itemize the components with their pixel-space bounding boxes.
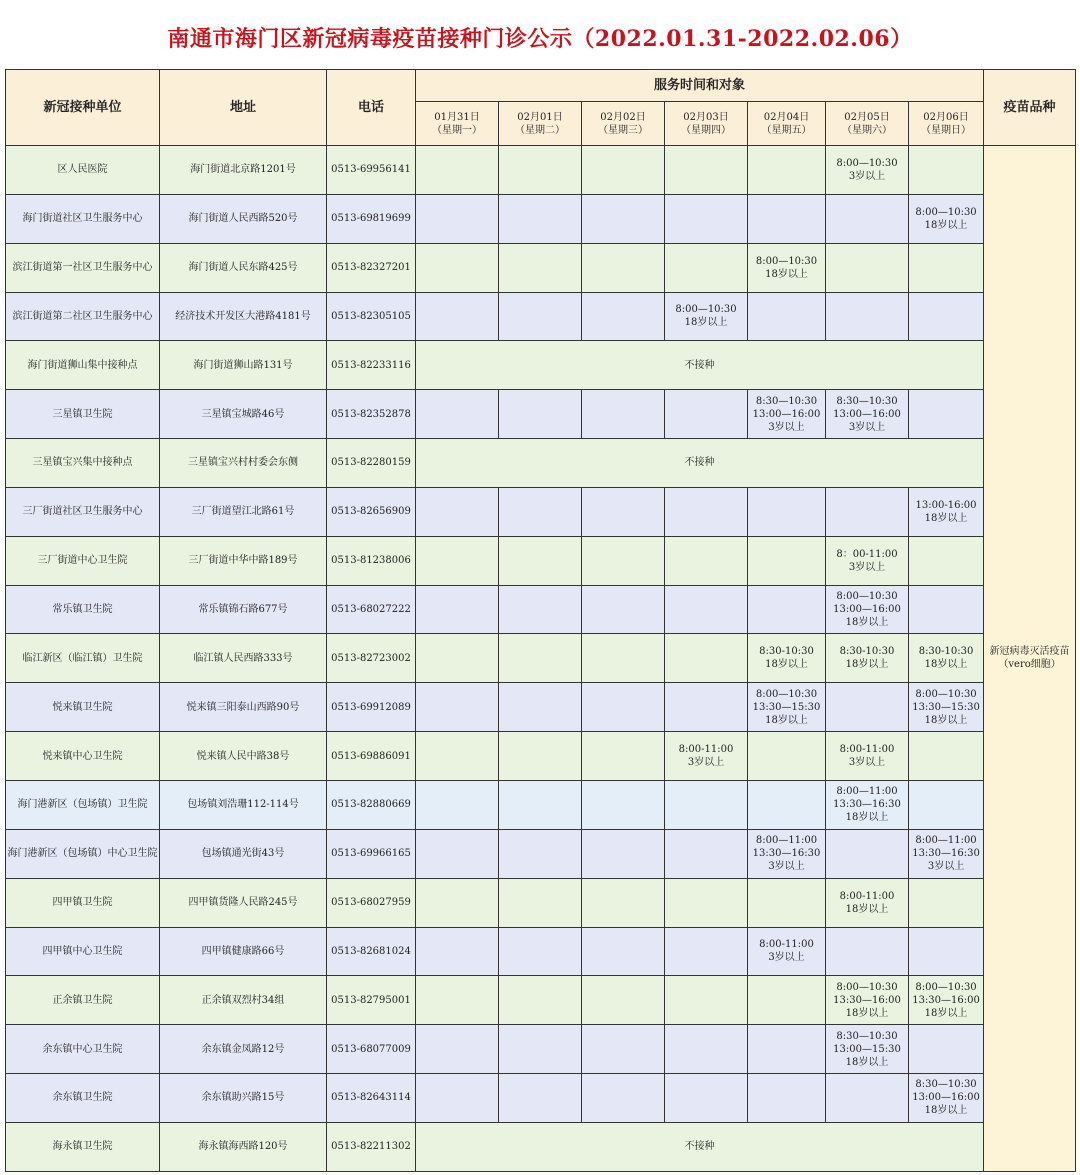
schedule-slot-cell: 8:00—10:30 13:30—16:00 18岁以上	[826, 976, 909, 1025]
schedule-slot-cell	[665, 146, 748, 195]
schedule-slot-cell	[416, 292, 499, 341]
schedule-slot-cell	[416, 634, 499, 683]
schedule-slot-cell	[826, 1074, 909, 1123]
schedule-slot-cell	[665, 927, 748, 976]
schedule-slot-cell	[909, 585, 984, 634]
table-row	[6, 732, 1076, 781]
schedule-slot-cell	[499, 585, 582, 634]
table-row	[6, 1122, 1076, 1171]
unit-name-cell: 滨江街道第一社区卫生服务中心	[6, 243, 160, 292]
phone-cell: 0513-68077009	[327, 1025, 416, 1074]
header-day-weekday: （星期六）	[842, 124, 892, 136]
schedule-slot-cell	[748, 878, 826, 927]
table-row	[6, 341, 1076, 390]
address-cell: 海门街道狮山路131号	[160, 341, 327, 390]
schedule-slot-cell	[909, 927, 984, 976]
schedule-slot-cell	[665, 194, 748, 243]
schedule-slot-cell	[748, 732, 826, 781]
schedule-slot-cell	[499, 1025, 582, 1074]
schedule-slot-cell	[582, 1074, 665, 1123]
schedule-slot-cell	[499, 634, 582, 683]
address-cell: 经济技术开发区大港路4181号	[160, 292, 327, 341]
schedule-slot-cell	[499, 390, 582, 439]
schedule-slot-cell	[665, 585, 748, 634]
schedule-slot-cell	[416, 1074, 499, 1123]
header-address: 地址	[160, 70, 327, 146]
unit-name-cell: 滨江街道第二社区卫生服务中心	[6, 292, 160, 341]
schedule-slot-cell	[499, 732, 582, 781]
header-service: 服务时间和对象	[416, 70, 984, 102]
unit-name-cell: 三星镇宝兴集中接种点	[6, 439, 160, 488]
schedule-slot-cell	[499, 487, 582, 536]
schedule-slot-cell: 8:30-10:30 18岁以上	[909, 634, 984, 683]
unit-name-cell: 临江新区（临江镇）卫生院	[6, 634, 160, 683]
schedule-slot-cell	[582, 683, 665, 732]
phone-cell: 0513-82643114	[327, 1074, 416, 1123]
address-cell: 三厂街道中华中路189号	[160, 536, 327, 585]
schedule-slot-cell	[582, 194, 665, 243]
schedule-slot-cell: 8:30-10:30 18岁以上	[748, 634, 826, 683]
unit-name-cell: 三厂街道社区卫生服务中心	[6, 487, 160, 536]
schedule-slot-cell	[748, 536, 826, 585]
schedule-slot-cell	[826, 683, 909, 732]
schedule-slot-cell	[826, 243, 909, 292]
schedule-slot-cell: 8:00—11:00 13:30—16:30 18岁以上	[826, 780, 909, 829]
schedule-slot-cell	[582, 780, 665, 829]
header-day-weekday: （星期二）	[515, 124, 565, 136]
header-unit: 新冠接种单位	[6, 70, 160, 146]
table-row	[6, 439, 1076, 488]
header-day	[748, 102, 826, 146]
schedule-slot-cell	[748, 487, 826, 536]
table-row	[6, 1074, 1076, 1123]
header-day	[582, 102, 665, 146]
header-day	[416, 102, 499, 146]
schedule-slot-cell	[665, 780, 748, 829]
schedule-slot-cell: 8:30—10:30 13:00—16:00 3岁以上	[748, 390, 826, 439]
schedule-slot-cell	[748, 780, 826, 829]
header-phone: 电话	[327, 70, 416, 146]
schedule-slot-cell	[909, 536, 984, 585]
schedule-slot-cell	[582, 536, 665, 585]
schedule-slot-cell	[416, 536, 499, 585]
unit-name-cell: 余东镇卫生院	[6, 1074, 160, 1123]
schedule-slot-cell	[416, 732, 499, 781]
schedule-slot-cell: 8:00-11:00 3岁以上	[665, 732, 748, 781]
schedule-slot-cell: 8:30-10:30 18岁以上	[826, 634, 909, 683]
schedule-slot-cell	[826, 927, 909, 976]
schedule-slot-cell: 8:00—11:00 13:30—16:30 3岁以上	[909, 829, 984, 878]
schedule-slot-cell	[665, 634, 748, 683]
schedule-slot-cell	[416, 585, 499, 634]
schedule-slot-cell	[909, 243, 984, 292]
header-day-weekday: （星期四）	[681, 124, 731, 136]
phone-cell: 0513-81238006	[327, 536, 416, 585]
phone-cell: 0513-82681024	[327, 927, 416, 976]
schedule-slot-cell	[582, 243, 665, 292]
schedule-slot-cell	[909, 292, 984, 341]
phone-cell: 0513-82723002	[327, 634, 416, 683]
schedule-slot-cell	[665, 976, 748, 1025]
address-cell: 正余镇双烈村34组	[160, 976, 327, 1025]
schedule-slot-cell	[909, 878, 984, 927]
schedule-slot-cell	[582, 292, 665, 341]
schedule-slot-cell	[416, 146, 499, 195]
schedule-slot-cell	[499, 976, 582, 1025]
schedule-slot-cell	[909, 1025, 984, 1074]
address-cell: 海门街道北京路1201号	[160, 146, 327, 195]
schedule-slot-cell	[499, 243, 582, 292]
schedule-slot-cell	[416, 390, 499, 439]
phone-cell: 0513-68027959	[327, 878, 416, 927]
header-day	[909, 102, 984, 146]
schedule-slot-cell	[665, 1025, 748, 1074]
schedule-slot-cell	[582, 146, 665, 195]
schedule-slot-cell	[748, 292, 826, 341]
header-day	[826, 102, 909, 146]
unit-name-cell: 海门港新区（包场镇）中心卫生院	[6, 829, 160, 878]
schedule-slot-cell: 8:00—10:30 13:30—16:00 18岁以上	[909, 976, 984, 1025]
schedule-slot-cell	[416, 829, 499, 878]
address-cell: 三星镇宝城路46号	[160, 390, 327, 439]
schedule-slot-cell	[582, 976, 665, 1025]
schedule-slot-cell	[499, 829, 582, 878]
schedule-slot-cell	[582, 487, 665, 536]
header-day-date: 02月01日	[517, 111, 563, 123]
unit-name-cell: 四甲镇卫生院	[6, 878, 160, 927]
phone-cell: 0513-69886091	[327, 732, 416, 781]
schedule-slot-cell	[582, 585, 665, 634]
schedule-slot-cell	[416, 683, 499, 732]
address-cell: 海永镇海西路120号	[160, 1122, 327, 1171]
unit-name-cell: 三厂街道中心卫生院	[6, 536, 160, 585]
schedule-slot-cell	[665, 829, 748, 878]
schedule-slot-cell	[748, 1025, 826, 1074]
schedule-slot-cell	[416, 780, 499, 829]
phone-cell: 0513-69966165	[327, 829, 416, 878]
unit-name-cell: 区人民医院	[6, 146, 160, 195]
header-day-date: 02月05日	[844, 111, 890, 123]
table-row	[6, 390, 1076, 439]
schedule-slot-cell	[416, 243, 499, 292]
schedule-slot-cell	[748, 194, 826, 243]
schedule-slot-cell: 8:30—10:30 13:00—16:00 18岁以上	[909, 1074, 984, 1123]
table-row	[6, 292, 1076, 341]
schedule-slot-cell	[499, 194, 582, 243]
schedule-slot-cell	[665, 536, 748, 585]
phone-cell: 0513-82211302	[327, 1122, 416, 1171]
unit-name-cell: 海门街道社区卫生服务中心	[6, 194, 160, 243]
unit-name-cell: 海门街道狮山集中接种点	[6, 341, 160, 390]
schedule-slot-cell	[499, 878, 582, 927]
table-row	[6, 243, 1076, 292]
header-day	[665, 102, 748, 146]
header-day-date: 02月03日	[683, 111, 729, 123]
schedule-slot-cell	[582, 829, 665, 878]
schedule-slot-cell	[416, 927, 499, 976]
table-row	[6, 585, 1076, 634]
address-cell: 余东镇金凤路12号	[160, 1025, 327, 1074]
table-row	[6, 1025, 1076, 1074]
schedule-slot-cell	[909, 780, 984, 829]
schedule-slot-cell	[499, 292, 582, 341]
phone-cell: 0513-82656909	[327, 487, 416, 536]
table-row	[6, 683, 1076, 732]
phone-cell: 0513-69912089	[327, 683, 416, 732]
phone-cell: 0513-82795001	[327, 976, 416, 1025]
address-cell: 三厂街道望江北路61号	[160, 487, 327, 536]
header-day	[499, 102, 582, 146]
no-vaccination-cell: 不接种	[416, 1122, 984, 1171]
schedule-slot-cell: 8:00—10:30 3岁以上	[826, 146, 909, 195]
schedule-slot-cell	[499, 146, 582, 195]
header-day-date: 02月04日	[763, 111, 810, 123]
schedule-slot-cell: 8:00—10:30 13:30—15:30 18岁以上	[909, 683, 984, 732]
table-row	[6, 634, 1076, 683]
schedule-slot-cell: 8:00—10:30 18岁以上	[909, 194, 984, 243]
table-row	[6, 927, 1076, 976]
schedule-slot-cell	[909, 146, 984, 195]
address-cell: 常乐镇锦石路677号	[160, 585, 327, 634]
schedule-slot-cell	[499, 683, 582, 732]
schedule-slot-cell	[582, 732, 665, 781]
schedule-slot-cell	[582, 927, 665, 976]
no-vaccination-cell: 不接种	[416, 439, 984, 488]
phone-cell: 0513-82880669	[327, 780, 416, 829]
schedule-slot-cell	[416, 976, 499, 1025]
address-cell: 四甲镇健康路66号	[160, 927, 327, 976]
schedule-slot-cell	[748, 585, 826, 634]
phone-cell: 0513-82280159	[327, 439, 416, 488]
phone-cell: 0513-82352878	[327, 390, 416, 439]
schedule-slot-cell	[499, 536, 582, 585]
schedule-slot-cell	[582, 878, 665, 927]
address-cell: 临江镇人民西路333号	[160, 634, 327, 683]
unit-name-cell: 四甲镇中心卫生院	[6, 927, 160, 976]
vaccine-type-cell: 新冠病毒灭活疫苗（vero细胞）	[984, 146, 1076, 1172]
address-cell: 三星镇宝兴村村委会东侧	[160, 439, 327, 488]
schedule-slot-cell	[665, 1074, 748, 1123]
schedule-slot-cell	[416, 194, 499, 243]
schedule-slot-cell: 8:00—10:30 13:30—15:30 18岁以上	[748, 683, 826, 732]
address-cell: 包场镇通光街43号	[160, 829, 327, 878]
address-cell: 海门街道人民西路520号	[160, 194, 327, 243]
header-day-weekday: （星期一）	[432, 124, 482, 136]
address-cell: 余东镇助兴路15号	[160, 1074, 327, 1123]
unit-name-cell: 三星镇卫生院	[6, 390, 160, 439]
table-row	[6, 780, 1076, 829]
phone-cell: 0513-82327201	[327, 243, 416, 292]
header-vaccine-type: 疫苗品种	[984, 70, 1076, 146]
schedule-slot-cell	[582, 634, 665, 683]
schedule-slot-cell: 8:00—11:00 13:30—16:30 3岁以上	[748, 829, 826, 878]
schedule-slot-cell	[748, 146, 826, 195]
phone-cell: 0513-68027222	[327, 585, 416, 634]
table-row	[6, 976, 1076, 1025]
schedule-slot-cell: 8:00—10:30 18岁以上	[748, 243, 826, 292]
vaccination-schedule-table	[5, 69, 1076, 1172]
header-day-weekday: （星期日）	[921, 124, 972, 136]
schedule-slot-cell: 13:00-16:00 18岁以上	[909, 487, 984, 536]
schedule-slot-cell	[665, 878, 748, 927]
schedule-slot-cell	[665, 390, 748, 439]
schedule-slot-cell	[665, 487, 748, 536]
page-title: 南通市海门区新冠病毒疫苗接种门诊公示（2022.01.31-2022.02.06）	[167, 26, 913, 52]
schedule-slot-cell: 8:00-11:00 18岁以上	[826, 878, 909, 927]
schedule-slot-cell: 8:00—10:30 18岁以上	[665, 292, 748, 341]
no-vaccination-cell: 不接种	[416, 341, 984, 390]
header-day-date: 01月31日	[434, 111, 480, 123]
address-cell: 四甲镇货隆人民路245号	[160, 878, 327, 927]
address-cell: 悦来镇人民中路38号	[160, 732, 327, 781]
schedule-slot-cell	[909, 390, 984, 439]
unit-name-cell: 常乐镇卫生院	[6, 585, 160, 634]
table-row	[6, 194, 1076, 243]
header-day-weekday: （星期五）	[761, 124, 812, 136]
table-row	[6, 487, 1076, 536]
schedule-slot-cell	[582, 390, 665, 439]
schedule-slot-cell	[499, 927, 582, 976]
table-row	[6, 536, 1076, 585]
unit-name-cell: 悦来镇卫生院	[6, 683, 160, 732]
schedule-slot-cell	[826, 194, 909, 243]
unit-name-cell: 海门港新区（包场镇）卫生院	[6, 780, 160, 829]
schedule-slot-cell	[499, 1074, 582, 1123]
schedule-slot-cell	[416, 878, 499, 927]
phone-cell: 0513-82305105	[327, 292, 416, 341]
address-cell: 海门街道人民东路425号	[160, 243, 327, 292]
address-cell: 悦来镇三阳泰山西路90号	[160, 683, 327, 732]
schedule-slot-cell: 8:00-11:00 3岁以上	[748, 927, 826, 976]
schedule-slot-cell	[748, 976, 826, 1025]
table-row	[6, 829, 1076, 878]
unit-name-cell: 悦来镇中心卫生院	[6, 732, 160, 781]
header-day-weekday: （星期三）	[598, 124, 648, 136]
schedule-slot-cell	[665, 683, 748, 732]
schedule-slot-cell	[826, 829, 909, 878]
schedule-slot-cell: 8:30—10:30 13:00—15:30 18岁以上	[826, 1025, 909, 1074]
phone-cell: 0513-69819699	[327, 194, 416, 243]
table-row	[6, 146, 1076, 195]
schedule-slot-cell: 8:30—10:30 13:00—16:00 3岁以上	[826, 390, 909, 439]
schedule-slot-cell	[582, 1025, 665, 1074]
unit-name-cell: 正余镇卫生院	[6, 976, 160, 1025]
header-day-date: 02月02日	[600, 111, 646, 123]
schedule-slot-cell: 8:00—10:30 13:00—16:00 18岁以上	[826, 585, 909, 634]
schedule-slot-cell	[499, 780, 582, 829]
table-row	[6, 878, 1076, 927]
schedule-slot-cell: 8：00-11:00 3岁以上	[826, 536, 909, 585]
phone-cell: 0513-82233116	[327, 341, 416, 390]
schedule-slot-cell	[826, 292, 909, 341]
schedule-slot-cell	[909, 732, 984, 781]
schedule-slot-cell	[665, 243, 748, 292]
phone-cell: 0513-69956141	[327, 146, 416, 195]
unit-name-cell: 余东镇中心卫生院	[6, 1025, 160, 1074]
unit-name-cell: 海永镇卫生院	[6, 1122, 160, 1171]
schedule-slot-cell	[748, 1074, 826, 1123]
schedule-slot-cell	[416, 1025, 499, 1074]
schedule-slot-cell: 8:00-11:00 3岁以上	[826, 732, 909, 781]
header-day-date: 02月06日	[923, 111, 969, 123]
address-cell: 包场镇刘浩珊112-114号	[160, 780, 327, 829]
schedule-slot-cell	[416, 487, 499, 536]
schedule-slot-cell	[826, 487, 909, 536]
